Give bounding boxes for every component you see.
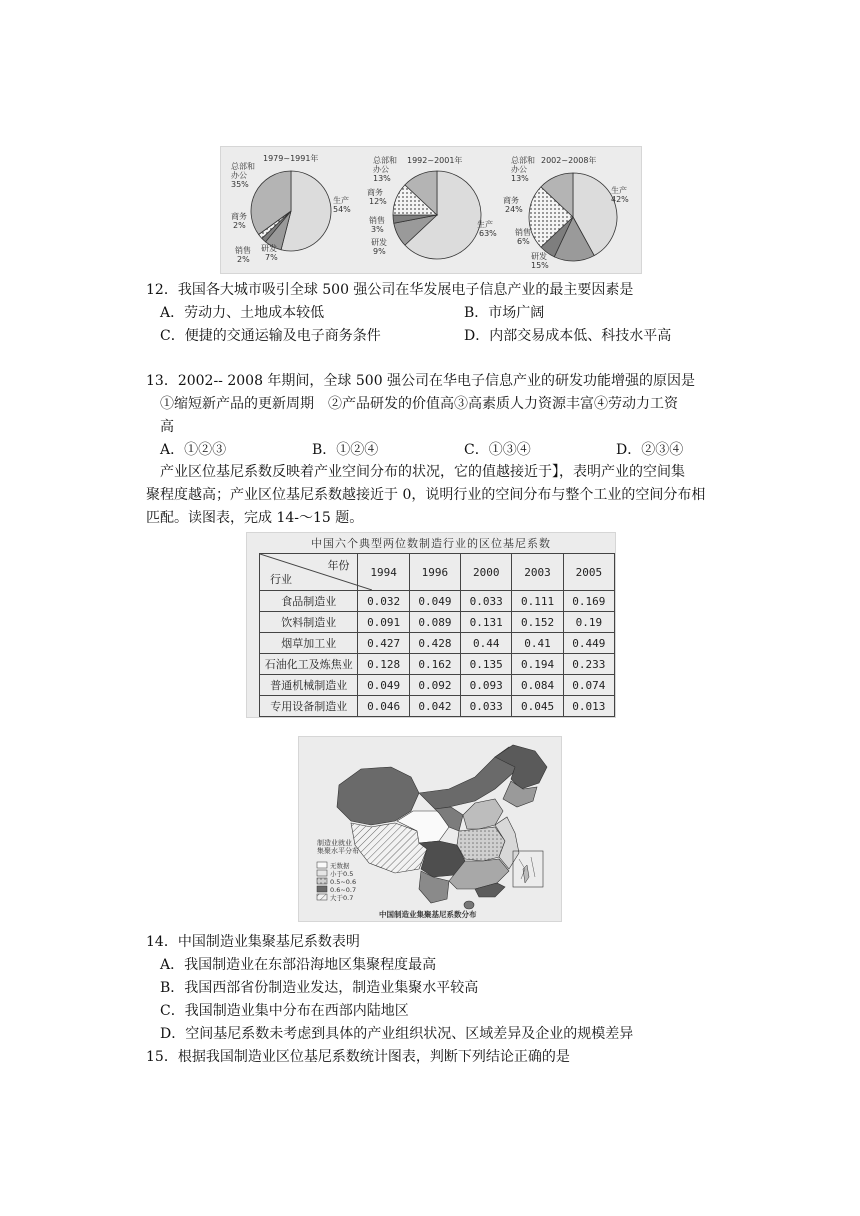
table-cell: 0.093	[461, 675, 512, 696]
q15-stem: 15．根据我国制造业区位基尼系数统计图表，判断下列结论正确的是	[146, 1049, 570, 1065]
corner-year-label: 年份	[327, 559, 350, 572]
table-cell: 0.033	[461, 696, 512, 717]
q13-stem: 13．2002-- 2008 年期间，全球 500 强公司在华电子信息产业的研发功能增强的原因是	[146, 373, 696, 389]
industry-name: 石油化工及炼焦业	[260, 654, 358, 675]
table-row	[260, 591, 615, 612]
pie1-hq-label: 总部和办公 35%	[231, 162, 255, 189]
table-corner-cell	[260, 554, 358, 591]
industry-name: 饮料制造业	[260, 612, 358, 633]
pie-charts	[221, 147, 641, 273]
table-row	[260, 675, 615, 696]
corner-industry-label: 行业	[270, 573, 292, 586]
table-row	[260, 612, 615, 633]
table-cell: 0.042	[409, 696, 460, 717]
china-map-figure	[298, 736, 562, 922]
pie1-sales-label: 销售 2%	[235, 246, 251, 264]
q12-stem: 12．我国各大城市吸引全球 500 强公司在华发展电子信息产业的最主要因素是	[146, 282, 634, 298]
year-header: 2003	[512, 554, 563, 591]
pie2-rd-label: 研发 9%	[371, 238, 387, 256]
pie3-sales-label: 销售 6%	[515, 228, 531, 246]
year-header: 1994	[358, 554, 409, 591]
table-header-row	[260, 554, 615, 591]
table-cell: 0.427	[358, 633, 409, 654]
q13-line2: ①缩短新产品的更新周期 ②产品研发的价值高③高素质人力资源丰富④劳动力工资	[160, 396, 678, 412]
legend-swatch-05-06	[317, 878, 327, 884]
pie2-hq-label: 总部和办公 13%	[373, 156, 397, 183]
pie3-title: 2002~2008年	[541, 156, 597, 165]
table-cell: 0.428	[409, 633, 460, 654]
map-region-taiwan	[523, 865, 529, 883]
table-row	[260, 633, 615, 654]
legend-swatch-lt05	[317, 870, 327, 876]
legend-swatch-nodata	[317, 862, 327, 868]
table-row	[260, 654, 615, 675]
pie1-rd-label: 研发 7%	[261, 244, 278, 262]
intro-line-3: 匹配。读图表，完成 14-～15 题。	[146, 510, 364, 526]
legend-label: 大于0.7	[330, 894, 354, 902]
intro-line-1: 产业区位基尼系数反映着产业空间分布的状况，它的值越接近于】，表明产业的空间集	[160, 464, 685, 480]
intro-line-2: 聚程度越高；产业区位基尼系数越接近于 0，说明行业的空间分布与整个工业的空间分布相	[146, 487, 706, 503]
table-cell: 0.089	[409, 612, 460, 633]
legend-label: 0.6~0.7	[330, 886, 357, 894]
map-legend-title: 制造业就业集聚水平分布	[317, 839, 359, 855]
table-cell: 0.091	[358, 612, 409, 633]
table-cell: 0.162	[409, 654, 460, 675]
table-cell: 0.032	[358, 591, 409, 612]
map-caption: 中国制造业集聚基尼系数分布	[379, 910, 477, 919]
table-row	[260, 696, 615, 717]
q14-option-b[interactable]: B．我国西部省份制造业发达，制造业集聚水平较高	[160, 980, 479, 996]
table-cell: 0.19	[563, 612, 614, 633]
table-cell: 0.152	[512, 612, 563, 633]
pie1-prod-label: 生产 54%	[333, 196, 351, 214]
table-cell: 0.128	[358, 654, 409, 675]
q13-option-b[interactable]: B．①②④	[312, 442, 379, 458]
pie1-commerce-label: 商务 2%	[231, 212, 247, 230]
pie2-commerce-label: 商务 12%	[367, 188, 387, 206]
q12-option-a[interactable]: A．劳动力、土地成本较低	[160, 305, 325, 321]
table-cell: 0.092	[409, 675, 460, 696]
table-cell: 0.131	[461, 612, 512, 633]
pie2-sales-label: 销售 3%	[369, 216, 385, 234]
industry-name: 烟草加工业	[260, 633, 358, 654]
pie3-commerce-label: 商务 24%	[503, 196, 523, 214]
table-cell: 0.135	[461, 654, 512, 675]
table-cell: 0.44	[461, 633, 512, 654]
table-cell: 0.111	[512, 591, 563, 612]
table-cell: 0.449	[563, 633, 614, 654]
table-cell: 0.084	[512, 675, 563, 696]
table-cell: 0.41	[512, 633, 563, 654]
q14-option-d[interactable]: D．空间基尼系数未考虑到具体的产业组织状况、区域差异及企业的规模差异	[160, 1026, 634, 1042]
map-region-hainan	[464, 901, 474, 909]
china-map	[299, 737, 561, 921]
pie2-title: 1992~2001年	[407, 156, 463, 165]
pie2-prod-label: 生产 63%	[477, 220, 497, 238]
industry-name: 食品制造业	[260, 591, 358, 612]
q14-option-c[interactable]: C．我国制造业集中分布在西部内陆地区	[160, 1003, 409, 1019]
q12-option-b[interactable]: B．市场广阔	[464, 305, 545, 321]
south-china-sea-inset	[513, 851, 543, 887]
table-cell: 0.045	[512, 696, 563, 717]
table-caption: 中国六个典型两位数制造行业的区位基尼系数	[311, 537, 551, 550]
year-header: 2000	[461, 554, 512, 591]
table-cell: 0.046	[358, 696, 409, 717]
q13-option-d[interactable]: D．②③④	[616, 442, 684, 458]
table-cell: 0.074	[563, 675, 614, 696]
pie3-prod-label: 生产 42%	[611, 186, 629, 204]
pie-figure	[220, 146, 642, 274]
table-cell: 0.049	[409, 591, 460, 612]
q13-line3: 高	[160, 419, 174, 435]
q13-option-a[interactable]: A．①②③	[160, 442, 227, 458]
q12-option-c[interactable]: C．便捷的交通运输及电子商务条件	[160, 328, 381, 344]
year-header: 2005	[563, 554, 614, 591]
table-cell: 0.233	[563, 654, 614, 675]
legend-label: 无数据	[330, 862, 350, 870]
table-cell: 0.169	[563, 591, 614, 612]
legend-swatch-gt07	[317, 894, 327, 900]
q14-option-a[interactable]: A．我国制造业在东部沿海地区集聚程度最高	[160, 957, 437, 973]
table-cell: 0.033	[461, 591, 512, 612]
table-cell: 0.013	[563, 696, 614, 717]
legend-label: 0.5~0.6	[330, 878, 357, 886]
q12-option-d[interactable]: D．内部交易成本低、科技水平高	[464, 328, 672, 344]
legend-swatch-06-07	[317, 886, 327, 892]
year-header: 1996	[409, 554, 460, 591]
legend-label: 小于0.5	[330, 870, 354, 878]
industry-name: 专用设备制造业	[260, 696, 358, 717]
table-cell: 0.049	[358, 675, 409, 696]
q13-option-c[interactable]: C．①③④	[464, 442, 531, 458]
table-cell: 0.194	[512, 654, 563, 675]
q14-stem: 14．中国制造业集聚基尼系数表明	[146, 934, 360, 950]
map-region-central	[457, 827, 505, 861]
pie3-hq-label: 总部和办公 13%	[511, 156, 535, 183]
pie1-title: 1979~1991年	[263, 154, 319, 163]
industry-name: 普通机械制造业	[260, 675, 358, 696]
pie3-rd-label: 研发 15%	[531, 252, 549, 270]
gini-table-figure	[246, 532, 616, 718]
gini-table	[259, 553, 615, 717]
